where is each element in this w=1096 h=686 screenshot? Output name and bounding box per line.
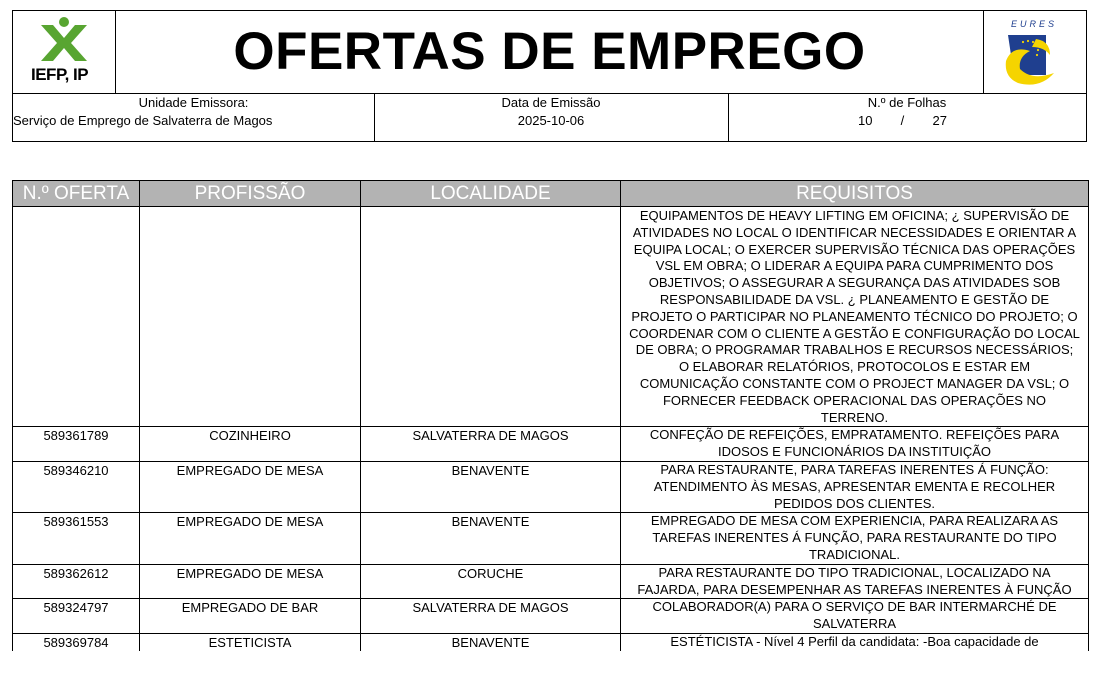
table-row [13, 461, 1089, 512]
cell-localidade: SALVATERRA DE MAGOS [361, 427, 621, 462]
sheet-count-label: N.º de Folhas [867, 95, 947, 110]
document-header [12, 10, 1087, 142]
cell-requisitos: EMPREGADO DE MESA COM EXPERIENCIA, PARA REALIZARA AS TAREFAS INERENTES Á FUNÇÃO, PARA RESTAURANTE DO TIPO TRADICIONAL. [621, 513, 1089, 564]
column-header-requisitos: REQUISITOS [621, 181, 1089, 207]
cell-oferta: 589324797 [13, 599, 140, 634]
table-row [13, 564, 1089, 599]
cell-profissao [140, 207, 361, 427]
header-top-band [13, 11, 1086, 94]
cell-profissao: COZINHEIRO [140, 427, 361, 462]
cell-localidade: BENAVENTE [361, 461, 621, 512]
cell-requisitos: PARA RESTAURANTE DO TIPO TRADICIONAL, LOCALIZADO NA FAJARDA, PARA DESEMPENHAR AS TAREFAS INERENTES À FUNÇÃO [621, 564, 1089, 599]
eures-logo [983, 11, 1086, 93]
issue-date-value: 2025-10-06 [517, 113, 585, 128]
issue-date-cell [374, 93, 729, 141]
cell-requisitos: COLABORADOR(A) PARA O SERVIÇO DE BAR INTERMARCHÉ DE SALVATERRA [621, 599, 1089, 634]
sheet-count-value [858, 113, 947, 128]
table-row [13, 599, 1089, 634]
issuer-cell [13, 93, 375, 141]
issuer-label: Unidade Emissora: [138, 95, 249, 110]
cell-profissao: EMPREGADO DE MESA [140, 564, 361, 599]
sheet-total: 27 [932, 113, 947, 128]
page-title: OFERTAS DE EMPREGO [233, 22, 866, 81]
cell-profissao: EMPREGADO DE MESA [140, 461, 361, 512]
cell-localidade: BENAVENTE [361, 633, 621, 651]
cell-oferta: 589346210 [13, 461, 140, 512]
cell-requisitos: CONFEÇÃO DE REFEIÇÕES, EMPRATAMENTO. REFEIÇÕES PARA IDOSOS E FUNCIONÁRIOS DA INSTITUIÇÃO [621, 427, 1089, 462]
issuer-value: Serviço de Emprego de Salvaterra de Magos [13, 113, 273, 128]
cell-profissao: EMPREGADO DE BAR [140, 599, 361, 634]
cell-requisitos: PARA RESTAURANTE, PARA TAREFAS INERENTES Á FUNÇÃO: ATENDIMENTO ÀS MESAS, APRESENTAR EMENTA E RECOLHER PEDIDOS DOS CLIENTES. [621, 461, 1089, 512]
cell-localidade [361, 207, 621, 427]
column-header-localidade: LOCALIDADE [361, 181, 621, 207]
cell-oferta [13, 207, 140, 427]
cell-oferta: 589361789 [13, 427, 140, 462]
cell-requisitos: ESTÉTICISTA - Nível 4 Perfil da candidata: -Boa capacidade de [621, 633, 1089, 651]
table-row [13, 427, 1089, 462]
table-header-row [13, 181, 1089, 207]
cell-requisitos: EQUIPAMENTOS DE HEAVY LIFTING EM OFICINA; ¿ SUPERVISÃO DE ATIVIDADES NO LOCAL O IDENTIFICAR NECESSIDADES E ORIENTAR A EQUIPA LOCAL; O EXERCER SUPERVISÃO TÉCNICA DAS OPERAÇÕES VSL EM OBRA; O LIDERAR A EQUIPA PARA CUMPRIMENTO DOS OBJETIVOS; O ASSEGURAR A SEGURANÇA DAS ATIVIDADES SOB RESPONSABILIDADE DA VSL. ¿ PLANEAMENTO E GESTÃO DE PROJETO O PARTICIPAR NO PLANEAMENTO TÉCNICO DO PROJETO; O COORDENAR COM O CLIENTE A GESTÃO E CONFIGURAÇÃO DO LOCAL DE OBRA; O PROGRAMAR TRABALHOS E RECURSOS NECESSÁRIOS; O ELABORAR RELATÓRIOS, PROTOCOLOS E ESTAR EM COMUNICAÇÃO CONSTANTE COM O PROJECT MANAGER DA VSL; O FORNECER FEEDBACK OPERACIONAL DAS OPERAÇÕES NO TERRENO. [621, 207, 1089, 427]
column-header-profissao: PROFISSÃO [140, 181, 361, 207]
cell-localidade: BENAVENTE [361, 513, 621, 564]
sheet-separator: / [900, 113, 905, 128]
cell-oferta: 589362612 [13, 564, 140, 599]
cell-profissao: ESTETICISTA [140, 633, 361, 651]
cell-localidade: CORUCHE [361, 564, 621, 599]
logo-text: IEFP, IP [31, 65, 89, 84]
cell-oferta: 589369784 [13, 633, 140, 651]
column-header-oferta: N.º OFERTA [13, 181, 140, 207]
iefp-emblem-icon [13, 11, 115, 67]
table-row [13, 633, 1089, 651]
header-meta-band [13, 93, 1086, 141]
cell-localidade: SALVATERRA DE MAGOS [361, 599, 621, 634]
iefp-logo [13, 11, 116, 93]
table-row [13, 513, 1089, 564]
cell-oferta: 589361553 [13, 513, 140, 564]
issue-date-label: Data de Emissão [501, 95, 601, 110]
table-row [13, 207, 1089, 427]
eures-logo-text: EURES [1011, 19, 1058, 29]
cell-profissao: EMPREGADO DE MESA [140, 513, 361, 564]
job-offers-table [12, 180, 1089, 651]
sheet-count-cell [728, 93, 1086, 141]
eures-emblem-icon [984, 11, 1086, 93]
sheet-current: 10 [858, 113, 873, 128]
